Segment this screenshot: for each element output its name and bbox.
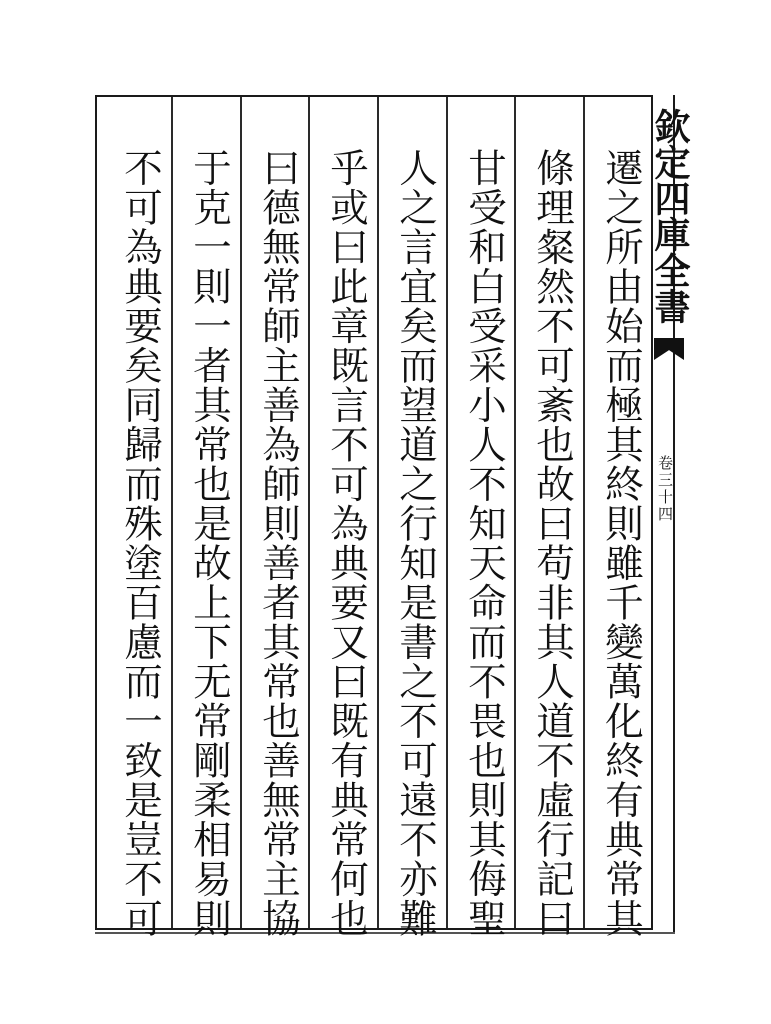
text-column-8: 不可為典要矣同歸而殊塗百慮而一致是豈不可 (118, 148, 163, 938)
text-column-1: 遷之所由始而極其終則雖千變萬化終有典常其 (599, 148, 644, 938)
column-rule (583, 97, 585, 928)
text-column-7: 于克一則一者其常也是故上下无常剛柔相易則 (187, 148, 232, 938)
text-column-4: 人之言宜矣而望道之行知是書之不可遠不亦難 (393, 148, 438, 938)
text-column-2: 條理粲然不可紊也故曰苟非其人道不虛行記曰 (530, 148, 575, 938)
text-column-6: 曰德無常師主善為師則善者其常也善無常主協 (256, 148, 301, 938)
margin-title: 欽定四庫全書 (649, 108, 691, 324)
column-rule (377, 97, 379, 928)
column-rule (446, 97, 448, 928)
juan-label: 卷三十四 (656, 455, 674, 523)
column-rule (514, 97, 516, 928)
text-column-3: 甘受和白受采小人不知天命而不畏也則其侮聖 (462, 148, 507, 938)
text-column-5: 乎或曰此章既言不可為典要又曰既有典常何也 (324, 148, 369, 938)
column-rule (240, 97, 242, 928)
column-rule (308, 97, 310, 928)
column-rule (171, 97, 173, 928)
